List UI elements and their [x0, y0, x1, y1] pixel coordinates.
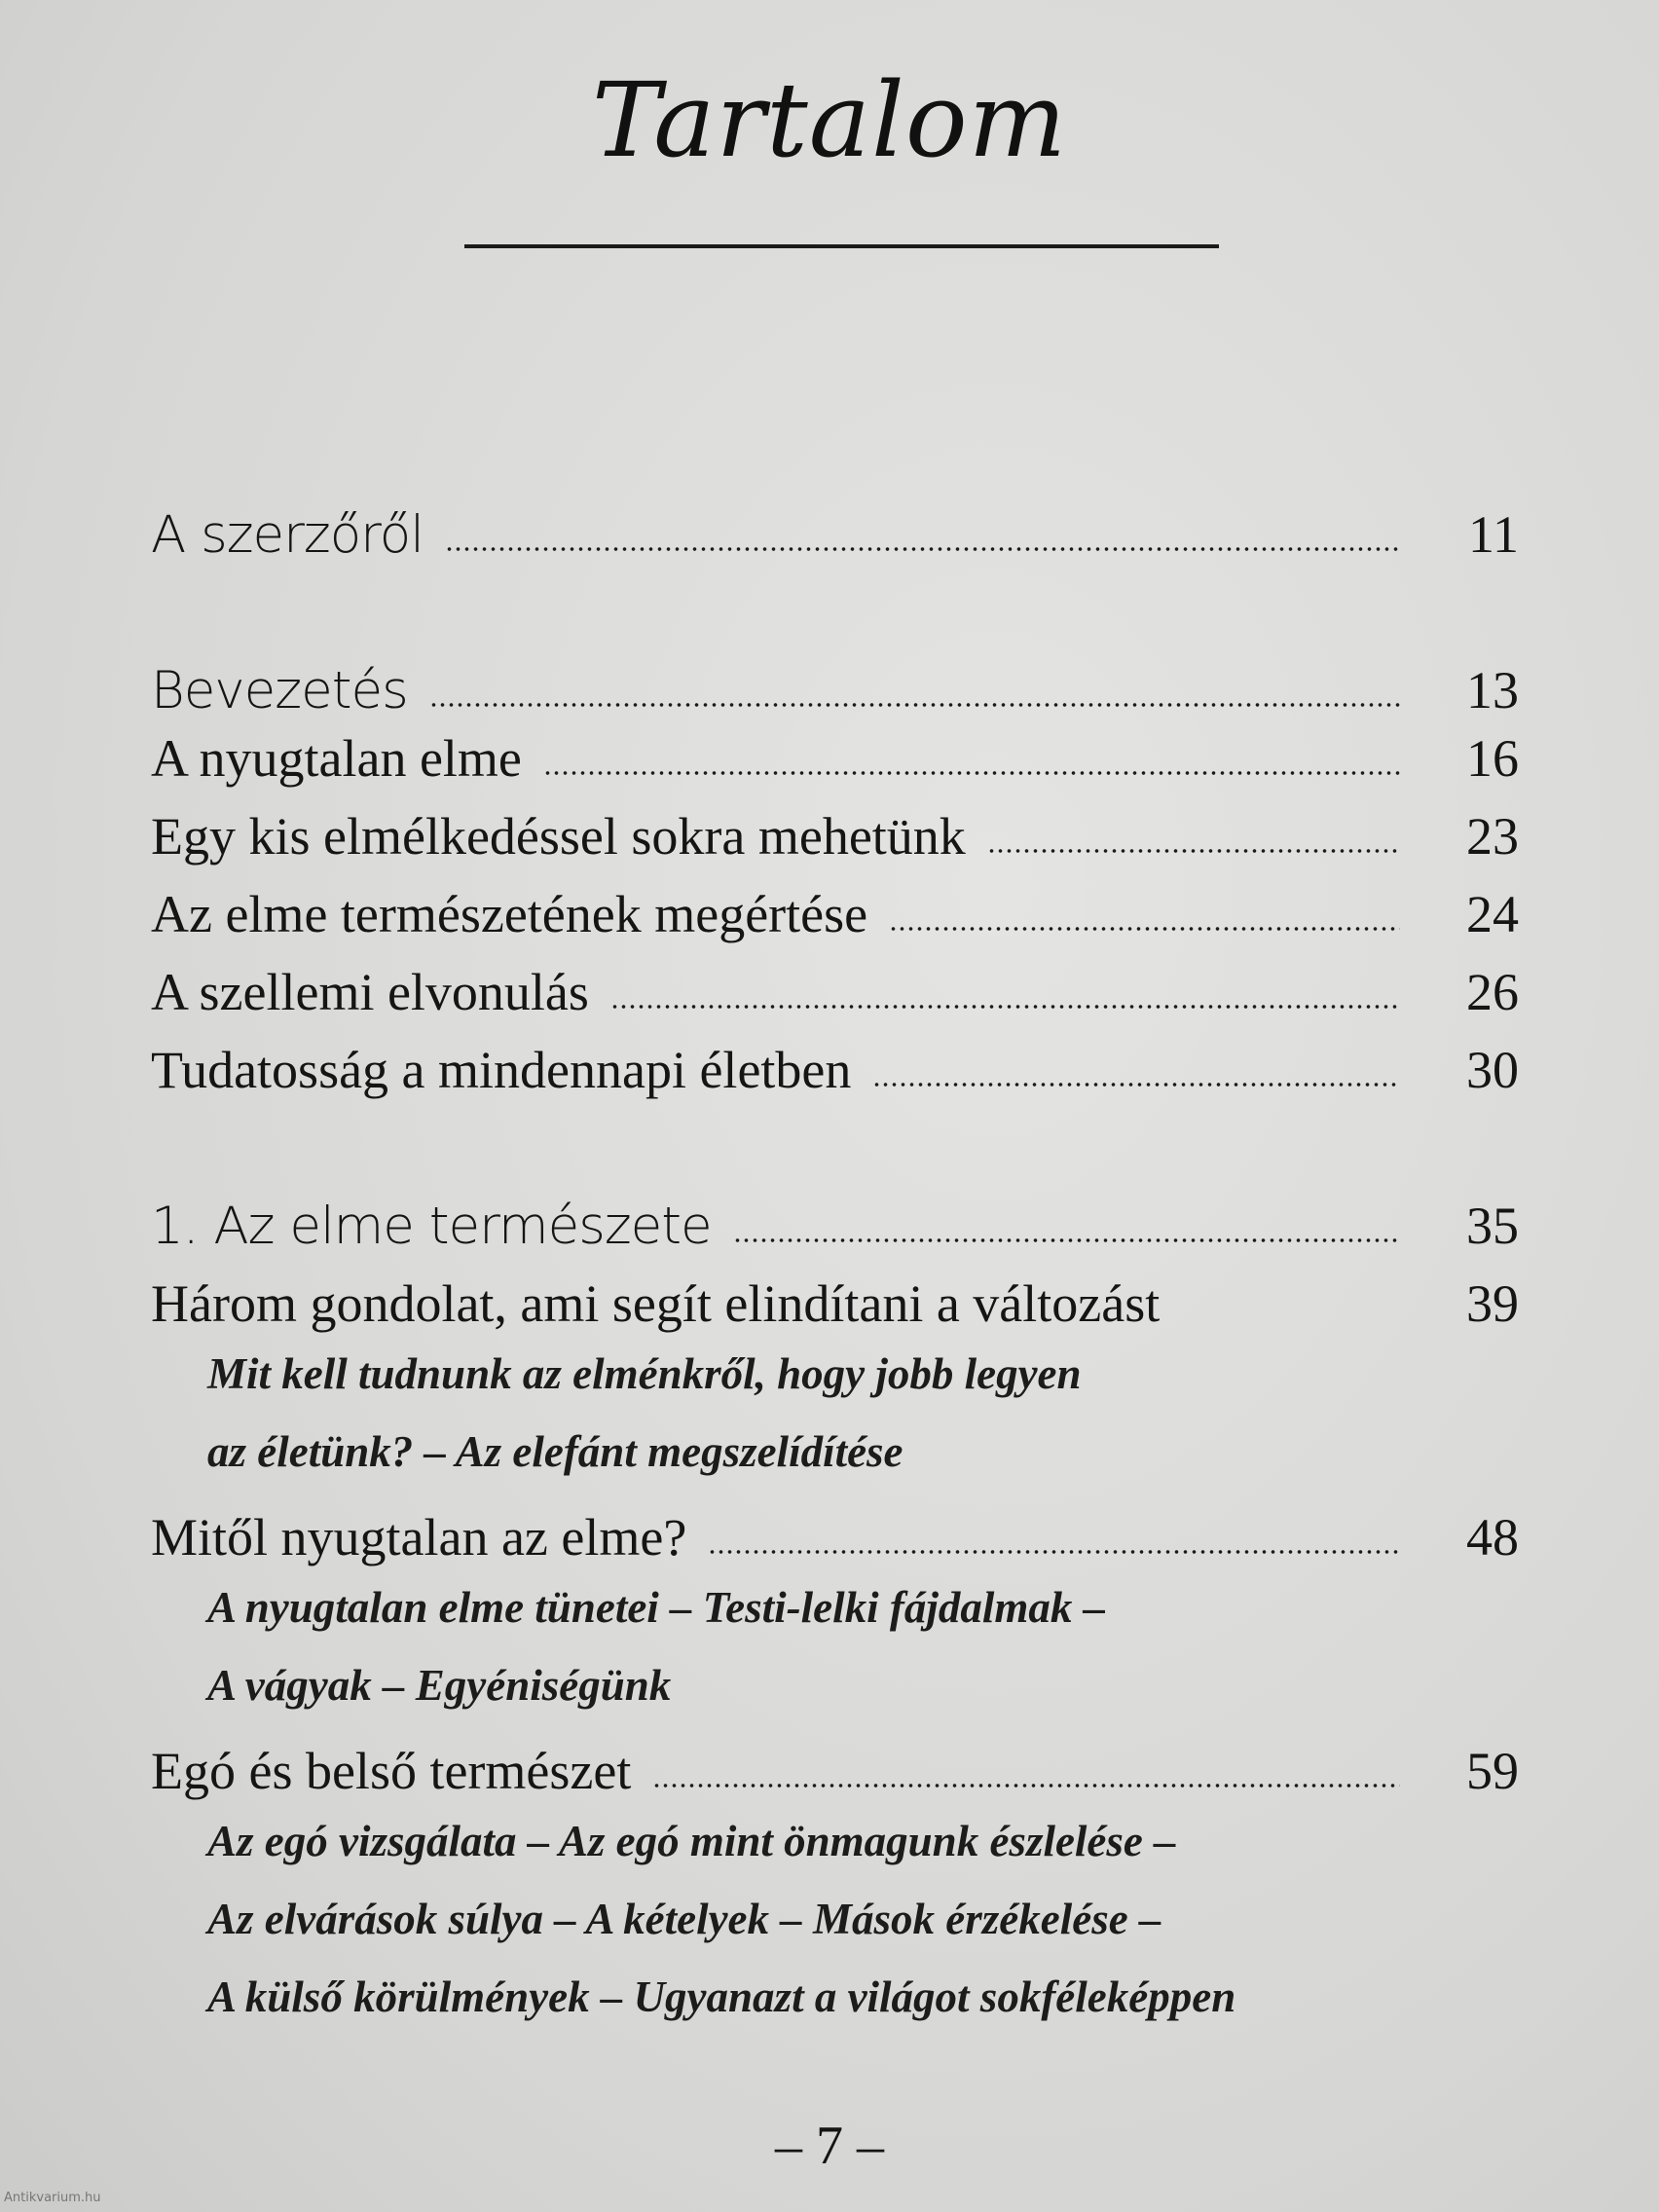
toc-entry-page: 26 — [1466, 963, 1519, 1021]
toc-entry-page: 23 — [1466, 807, 1519, 866]
page-title: Tartalom — [591, 60, 1068, 180]
toc-entry-page: 13 — [1466, 661, 1519, 719]
toc-entry-page: 48 — [1466, 1508, 1519, 1567]
toc-entry-page: 30 — [1466, 1041, 1519, 1099]
toc-subtitle: Az egó vizsgálata – Az egó mint önmagunk észlelése – — [207, 1817, 1176, 1865]
toc-entry-label: Egy kis elmélkedéssel sokra mehetünk — [151, 807, 966, 866]
dot-leader — [733, 1238, 1400, 1242]
toc-subtitle: A nyugtalan elme tünetei – Testi-lelki fájdalmak – — [207, 1583, 1106, 1632]
toc-entry-page: 59 — [1466, 1742, 1519, 1800]
toc-entry-label: Mitől nyugtalan az elme? — [151, 1508, 687, 1567]
toc-subtitle: Mit kell tudnunk az elménkről, hogy jobb legyen — [207, 1349, 1082, 1398]
toc-entry — [151, 1723, 1519, 1801]
dot-leader — [429, 703, 1400, 707]
toc-entry-label: Az elme természetének megértése — [151, 885, 868, 943]
toc-entry-label: Tudatosság a mindennapi életben — [151, 1041, 852, 1099]
toc-subtitle: Az elvárások súlya – A kételyek – Mások érzékelése – — [207, 1895, 1161, 1943]
dot-leader — [889, 927, 1400, 931]
toc-entry — [151, 1256, 1519, 1334]
toc-entry-label: A nyugtalan elme — [151, 729, 522, 788]
toc-entry-label: A szerzőről — [151, 505, 424, 565]
toc-entry — [151, 866, 1519, 944]
dot-leader — [610, 1005, 1400, 1009]
toc-entry-label: A szellemi elvonulás — [151, 963, 589, 1021]
dot-leader — [708, 1550, 1400, 1554]
toc-subtitle: az életünk? – Az elefánt megszelídítése — [207, 1427, 903, 1476]
toc-entry — [151, 789, 1519, 866]
toc-entry-label: Három gondolat, ami segít elindítani a változást — [151, 1274, 1161, 1333]
toc-entry — [151, 1022, 1519, 1100]
dot-leader — [872, 1083, 1400, 1087]
dot-leader — [652, 1784, 1400, 1788]
toc-entry-page: 16 — [1466, 729, 1519, 788]
toc-subtitle: A vágyak – Egyéniségünk — [207, 1661, 672, 1710]
toc-entry-page: 24 — [1466, 885, 1519, 943]
toc-entry-page: 11 — [1468, 505, 1519, 564]
toc-subtitle: A külső körülmények – Ugyanazt a világot sokféleképpen — [207, 1972, 1236, 2021]
dot-leader — [987, 849, 1400, 853]
toc-entry-label: Egó és belső természet — [151, 1742, 632, 1800]
toc-entry-author — [151, 487, 1519, 565]
toc-entry-label: Bevezetés — [151, 661, 408, 720]
toc-entry — [151, 1490, 1519, 1567]
toc-entry — [151, 944, 1519, 1022]
dot-leader — [445, 547, 1400, 551]
page-number: – 7 – — [775, 2116, 884, 2176]
toc-entry-page: 35 — [1466, 1197, 1519, 1255]
dot-leader — [543, 771, 1400, 775]
toc-entry — [151, 711, 1519, 789]
toc-entry-introduction — [151, 643, 1519, 720]
toc-entry-label: 1. Az elme természete — [151, 1197, 712, 1256]
watermark: Antikvarium.hu — [4, 2191, 101, 2205]
title-underline — [464, 244, 1219, 248]
toc-chapter-heading — [151, 1178, 1519, 1256]
toc-entry-page: 39 — [1466, 1274, 1519, 1333]
